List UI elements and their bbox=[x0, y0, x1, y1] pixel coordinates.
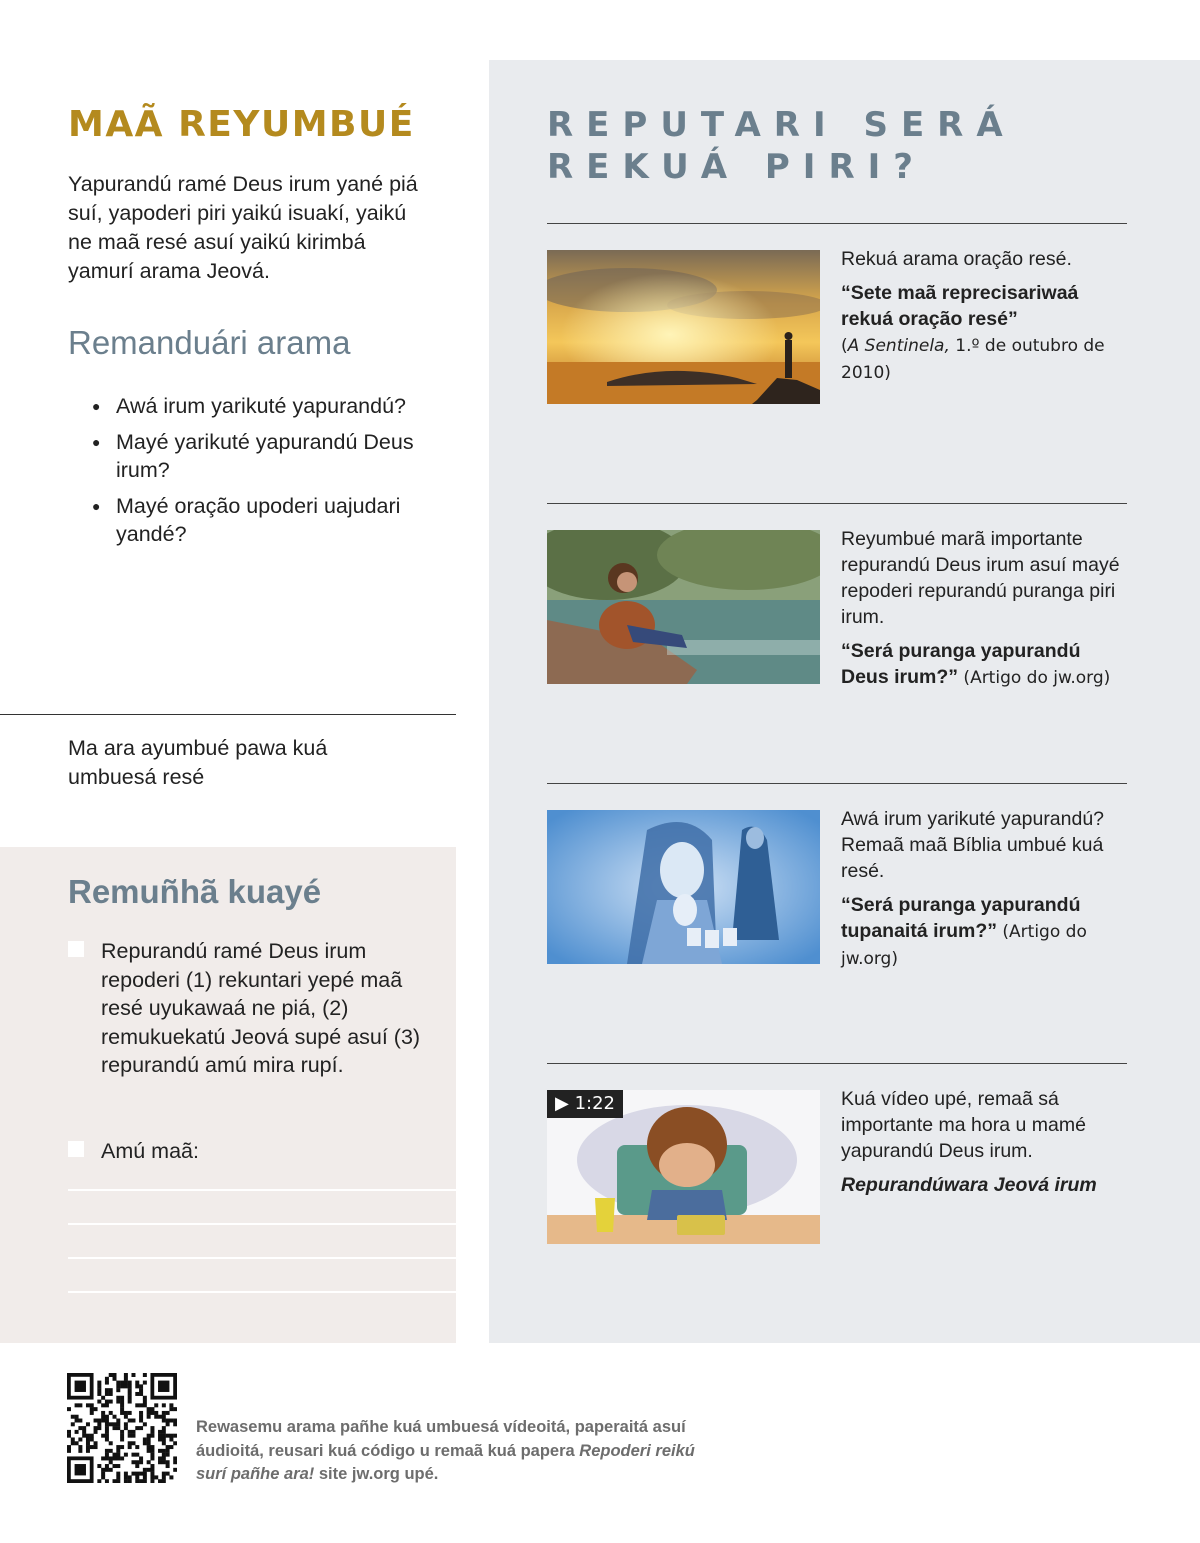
resource-item[interactable] bbox=[547, 530, 1147, 690]
right-title-line: REPUTARI SERÁ bbox=[547, 105, 1016, 145]
footer-text: Rewasemu arama pañhe kuá umbuesá vídeoitá, paperaitá asuí áudioitá, reusari kuá código u remaã kuá papera Repoderi reikú surí pañhe ara! site jw.org upé. bbox=[196, 1418, 695, 1483]
resource-source: (Artigo do jw.org) bbox=[958, 668, 1111, 688]
review-title: Remanduári arama bbox=[68, 324, 351, 361]
resource-citation[interactable]: “Sete maã reprecisariwaá rekuá oração resé” bbox=[841, 282, 1079, 330]
resource-summary: Rekuá arama oração resé. bbox=[841, 248, 1072, 270]
qr-code[interactable] bbox=[67, 1373, 177, 1483]
section-title: MAÃ REYUMBUÉ bbox=[68, 104, 415, 145]
write-line[interactable] bbox=[68, 1257, 456, 1259]
right-title-line: REKUÁ PIRI? bbox=[547, 147, 926, 187]
write-line[interactable] bbox=[68, 1291, 456, 1293]
divider bbox=[547, 1063, 1127, 1064]
resource-description bbox=[841, 246, 1131, 394]
resource-source: (A Sentinela, 1.º de outubro de 2010) bbox=[841, 336, 1105, 383]
divider bbox=[0, 714, 456, 715]
resource-summary: Reyumbué marã importante repurandú Deus irum asuí mayé repoderi repurandú puranga piri irum. bbox=[841, 528, 1120, 628]
boy-praying-video[interactable] bbox=[547, 1090, 820, 1244]
resource-description bbox=[841, 1086, 1131, 1206]
divider bbox=[547, 783, 1127, 784]
video-title[interactable]: Repurandúwara Jeová irum bbox=[841, 1174, 1097, 1196]
resource-summary: Kuá vídeo upé, remaã sá importante ma hora u mamé yapurandú Deus irum. bbox=[841, 1088, 1086, 1162]
review-question: ● Mayé oração upoderi uajudari yandé? bbox=[92, 492, 422, 549]
review-question: ● Awá irum yarikuté yapurandú? bbox=[92, 392, 422, 421]
divider bbox=[547, 223, 1127, 224]
write-line[interactable] bbox=[68, 1223, 456, 1225]
goal-text: Amú maã: bbox=[101, 1139, 199, 1163]
resource-citation[interactable]: “Será puranga yapurandú tupanaitá irum?” bbox=[841, 894, 1081, 942]
resource-source: (Artigo do jw.org) bbox=[841, 922, 1087, 969]
woman-praying-statue-image[interactable] bbox=[547, 810, 820, 964]
write-line[interactable] bbox=[68, 1189, 456, 1191]
resource-description bbox=[841, 806, 1131, 980]
goal-panel bbox=[0, 847, 456, 1343]
right-title bbox=[547, 104, 1107, 188]
review-question: ● Mayé yarikuté yapurandú Deus irum? bbox=[92, 428, 422, 485]
right-panel bbox=[489, 60, 1200, 1343]
intro-paragraph: Yapurandú ramé Deus irum yané piá suí, yapoderi piri yaikú isuakí, yaikú ne maã resé asuí yaikú kirimbá yamurí arama Jeová. bbox=[68, 172, 418, 283]
video-duration: 1:22 bbox=[574, 1093, 615, 1114]
sunset-sea-image[interactable] bbox=[547, 250, 820, 404]
goal-title: Remuñhã kuayé bbox=[68, 873, 322, 910]
resource-item[interactable] bbox=[547, 810, 1147, 970]
goal-item bbox=[68, 937, 428, 1080]
divider bbox=[547, 503, 1127, 504]
woman-by-river-image[interactable] bbox=[547, 530, 820, 684]
resource-item[interactable] bbox=[547, 250, 1147, 410]
left-column bbox=[0, 0, 456, 1343]
completion-note: Ma ara ayumbué pawa kuá umbuesá resé bbox=[68, 736, 328, 789]
resource-item[interactable] bbox=[547, 1090, 1147, 1250]
resource-summary: Awá irum yarikuté yapurandú? Remaã maã Bíblia umbué kuá resé. bbox=[841, 808, 1105, 882]
checkbox[interactable] bbox=[68, 1141, 84, 1157]
goal-item bbox=[68, 1137, 428, 1166]
video-duration-badge: ▶ 1:22 bbox=[547, 1090, 623, 1118]
review-question-list bbox=[92, 392, 422, 556]
checkbox[interactable] bbox=[68, 941, 84, 957]
resource-citation[interactable]: “Será puranga yapurandú Deus irum?” bbox=[841, 640, 1081, 688]
goal-text: Repurandú ramé Deus irum repoderi (1) rekuntari yepé maã resé uyukawaá ne piá, (2) remukuekatú Jeová supé asuí (3) repurandú amú mira rupí. bbox=[101, 939, 421, 1077]
resource-description bbox=[841, 526, 1131, 699]
